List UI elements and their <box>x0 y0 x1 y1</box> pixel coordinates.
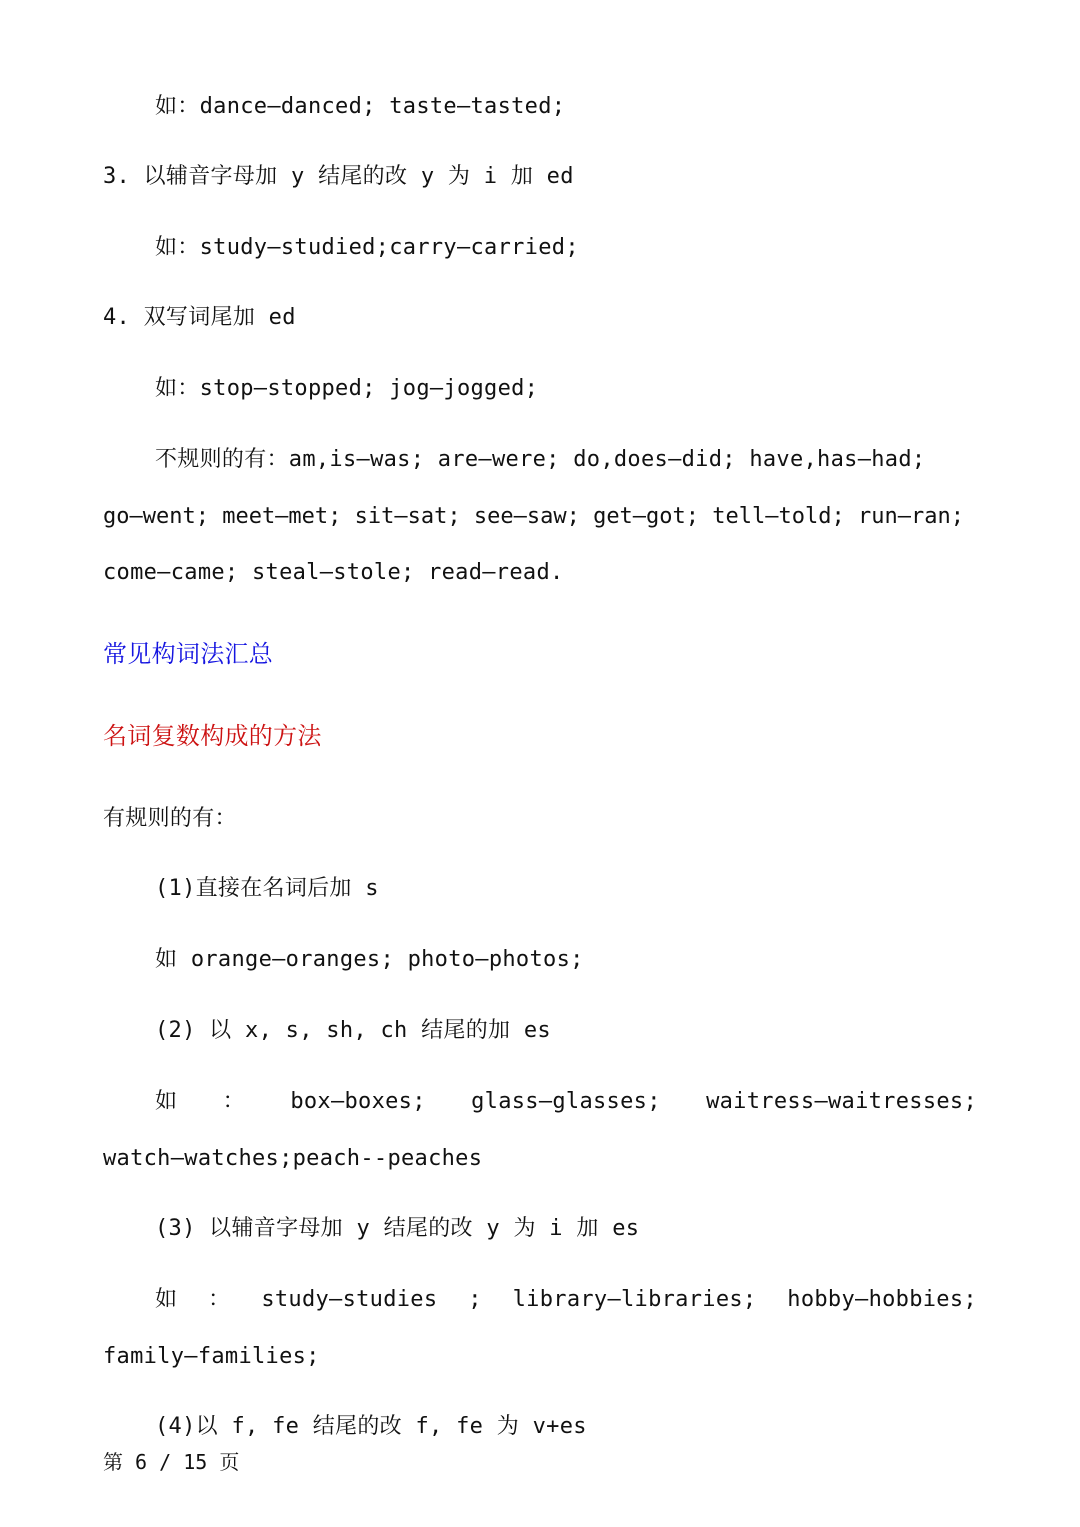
example-dance-taste: 如：dance—danced; taste—tasted; <box>155 94 566 119</box>
irregular-verbs-line-3: come—came; steal—stole; read—read. <box>103 560 564 585</box>
irregular-verbs-line-2: go—went; meet—met; sit—sat; see—saw; get—got; tell—told; run—ran; <box>103 504 964 529</box>
example-word: box—boxes; <box>290 1089 426 1114</box>
plural-rule-4: (4)以 f, fe 结尾的改 f, fe 为 v+es <box>155 1414 587 1439</box>
section-heading-word-formation: 常见构词法汇总 <box>103 640 274 668</box>
subsection-heading-noun-plurals: 名词复数构成的方法 <box>103 722 322 750</box>
regular-rules-label: 有规则的有： <box>103 806 237 831</box>
example-orange-photo: 如 orange—oranges; photo—photos; <box>155 947 584 972</box>
page-number-footer: 第 6 / 15 页 <box>103 1450 240 1474</box>
example-study-carry: 如：study—studied;carry—carried; <box>155 235 579 260</box>
example-word: hobby—hobbies; <box>787 1287 977 1312</box>
example-word: glass—glasses; <box>471 1089 661 1114</box>
example-box-glass-waitress <box>155 1087 977 1117</box>
example-word: library—libraries; <box>512 1287 757 1312</box>
example-word: study—studies <box>261 1287 438 1312</box>
example-study-library-hobby <box>155 1285 977 1315</box>
irregular-verbs-line-1: 不规则的有：am,is—was; are—were; do,does—did; have,has—had; <box>155 447 926 472</box>
rule-4-double-ending: 4. 双写词尾加 ed <box>103 305 296 330</box>
example-stop-jog: 如：stop—stopped; jog—jogged; <box>155 376 539 401</box>
plural-rule-1: (1)直接在名词后加 s <box>155 876 379 901</box>
example-word: 如 <box>155 1287 178 1312</box>
example-word: ; <box>468 1287 482 1312</box>
example-family: family—families; <box>103 1344 320 1369</box>
plural-rule-2: (2) 以 x, s, sh, ch 结尾的加 es <box>155 1018 551 1043</box>
plural-rule-3: (3) 以辅音字母加 y 结尾的改 y 为 i 加 es <box>155 1216 640 1241</box>
example-word: ： <box>222 1089 245 1114</box>
example-word: 如 <box>155 1089 178 1114</box>
rule-3-consonant-y: 3. 以辅音字母加 y 结尾的改 y 为 i 加 ed <box>103 164 574 189</box>
example-word: ： <box>208 1287 231 1312</box>
example-word: waitress—waitresses; <box>706 1089 977 1114</box>
example-watch-peach: watch—watches;peach--peaches <box>103 1146 483 1171</box>
